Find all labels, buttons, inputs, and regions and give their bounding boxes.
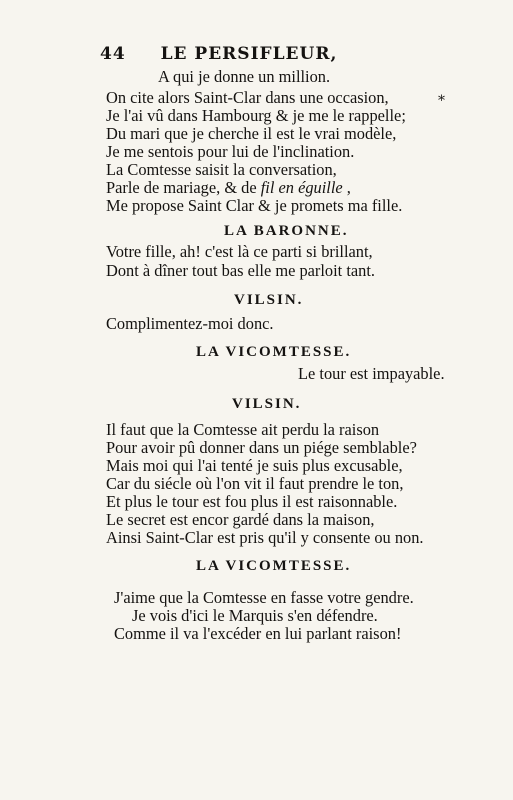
margin-mark: *: [438, 93, 445, 109]
verse-text: ,: [342, 178, 351, 197]
verse-line: Je l'ai vû dans Hambourg & je me le rappelle;: [106, 106, 406, 125]
verse-line: Ainsi Saint-Clar est pris qu'il y consente ou non.: [106, 528, 424, 547]
speaker-name: VILSIN.: [234, 292, 304, 308]
speaker-name: LA VICOMTESSE.: [196, 344, 352, 360]
verse-line: Car du siécle où l'on vit il faut prendre le ton,: [106, 474, 404, 493]
verse-line: Le tour est impayable.: [298, 364, 445, 383]
page-header: [100, 44, 337, 64]
running-title: LE PERSIFLEUR,: [160, 44, 338, 64]
verse-line: Comme il va l'excéder en lui parlant raison!: [114, 624, 402, 643]
verse-line: Pour avoir pû donner dans un piége semblable?: [106, 438, 417, 457]
verse-line: Du mari que je cherche il est le vrai modèle,: [106, 124, 397, 143]
verse-line: Il faut que la Comtesse ait perdu la raison: [106, 420, 380, 439]
verse-line: J'aime que la Comtesse en fasse votre gendre.: [114, 588, 414, 607]
verse-line: Complimentez-moi donc.: [106, 314, 274, 333]
verse-line: Je vois d'ici le Marquis s'en défendre.: [132, 606, 378, 625]
verse-line: A qui je donne un million.: [158, 67, 331, 86]
verse-line: Mais moi qui l'ai tenté je suis plus excusable,: [106, 456, 403, 475]
verse-line: Votre fille, ah! c'est là ce parti si brillant,: [106, 242, 373, 261]
verse-line: Le secret est encor gardé dans la maison,: [106, 510, 375, 529]
speaker-name: VILSIN.: [232, 396, 302, 412]
verse-line: On cite alors Saint-Clar dans une occasion,: [106, 88, 389, 107]
verse-italic: fil en éguille: [260, 178, 343, 197]
speaker-name: LA VICOMTESSE.: [196, 558, 352, 574]
verse-line: La Comtesse saisit la conversation,: [106, 160, 337, 179]
verse-line: Me propose Saint Clar & je promets ma fille.: [106, 196, 403, 215]
page-number: 44: [100, 44, 126, 64]
verse-line: Et plus le tour est fou plus il est raisonnable.: [106, 492, 398, 511]
verse-line: Dont à dîner tout bas elle me parloit tant.: [106, 261, 376, 280]
verse-line: [106, 180, 351, 196]
speaker-name: LA BARONNE.: [224, 223, 349, 239]
verse-text: Parle de mariage, & de: [106, 178, 261, 197]
verse-line: Je me sentois pour lui de l'inclination.: [106, 142, 355, 161]
